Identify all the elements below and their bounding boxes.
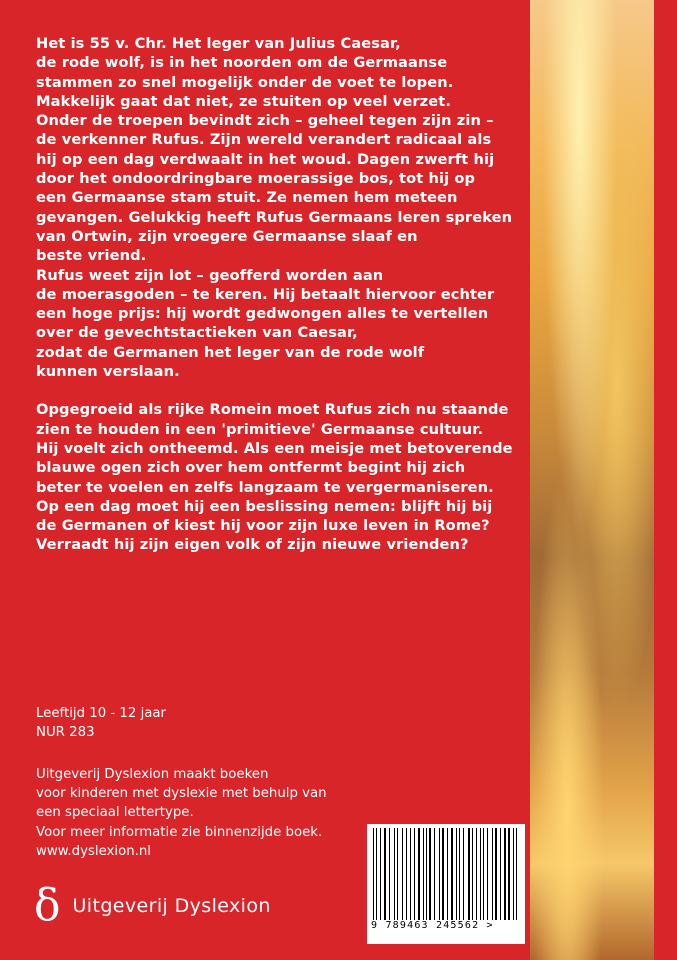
barcode-bar [459,828,461,920]
barcode-bar [451,828,453,920]
barcode-bars [373,828,519,920]
barcode-bar [472,828,473,920]
barcode-bar [418,828,420,920]
barcode-bar [408,828,410,920]
barcode-bar [504,828,506,920]
barcode-bar [468,828,470,920]
barcode-bar [376,828,377,920]
publisher-name: Uitgeverij Dyslexion [72,895,271,917]
barcode-bar [436,828,438,920]
publisher-logo [34,876,271,936]
barcode-bar [402,828,404,920]
barcode-bar [448,828,450,920]
barcode-bar [442,828,444,920]
barcode-bar [414,828,416,920]
barcode-bar [492,828,493,920]
barcode-bar [432,828,434,920]
barcode-bar [498,828,500,920]
barcode-bar [439,828,440,920]
book-meta [36,704,366,742]
barcode-bar [489,828,491,920]
red-spine-edge [654,0,677,960]
barcode-bar [406,828,407,920]
barcode-bar [474,828,476,920]
barcode-bar [389,828,391,920]
blurb-text [36,34,526,555]
barcode-bar [485,828,487,920]
publisher-info [36,765,366,861]
age-range: Leeftijd 10 - 12 jaar [36,706,167,721]
barcode-digits: 9 789463 245562 > [371,920,494,931]
barcode-bar [384,828,386,920]
barcode-bar [434,828,435,920]
barcode-bar [483,828,484,920]
barcode-bar [480,828,481,920]
barcode-bar [500,828,501,920]
barcode-bar [380,828,381,920]
barcode-bar [394,828,395,920]
barcode-bar [465,828,467,920]
barcode-bar [373,828,374,920]
barcode-bar [513,828,514,920]
blurb-paragraph-2: Opgegroeid als rijke Romein moet Rufus zich nu staande zien te houden in een 'primitieve' Germaanse cultuur. Hij voelt zich ontheemd. Als een meisje met betoverende blauwe ogen zich over hem ontfermt begint hij zich beter te voelen en zelfs langzaam te vergermaniseren. Op een dag moet hij een beslissing nemen: blijft hij bij de Germanen of kiest hij voor zijn luxe leven in Rome? Verraadt hij zijn eigen volk of zijn nieuwe vrienden? [36,401,513,554]
publisher-website: www.dyslexion.nl [36,843,151,859]
barcode-bar [399,828,401,920]
cover-photo-strip [530,0,654,960]
barcode-bar [456,828,457,920]
barcode-bar [516,828,517,920]
barcode-bar [426,828,427,920]
barcode-bar [463,828,464,920]
barcode-bar [487,828,488,920]
publisher-description: Uitgeverij Dyslexion maakt boeken voor kinderen met dyslexie met behulp van een speciaal lettertype. [36,767,327,821]
barcode-bar [508,828,510,920]
barcode-bar [410,828,411,920]
barcode-bar [495,828,497,920]
barcode-bar [429,828,431,920]
barcode-bar [391,828,393,920]
barcode-bar [378,828,380,920]
blurb-paragraph-1: Het is 55 v. Chr. Het leger van Julius Caesar, de rode wolf, is in het noorden om de Germaanse stammen zo snel mogelijk onder de voet te lopen. Makkelijk gaat dat niet, ze stuiten op veel verzet. Onder de troepen bevindt zich – geheel tegen zijn zin – de verkenner Rufus. Zijn wereld verandert radicaal als hij op een dag verdwaalt in het woud. Dagen zwerft hij door het ondoordringbare moerassige bos, tot hij op een Germaanse stam stuit. Ze nemen hem meteen gevangen. Gelukkig heeft Rufus Germaans leren spreken van Ortwin, zijn vroegere Germaanse slaaf en beste vriend. Rufus weet zijn lot – geofferd worden aan de moerasgoden – te keren. Hij betaalt hiervoor echter een hoge prijs: hij wordt gedwongen alles te vertellen over de gevechtstactieken van Caesar, zodat de Germanen het leger van de rode wolf kunnen verslaan. [36,35,513,381]
delta-logo-icon: δ [34,880,61,931]
barcode-bar [476,828,477,920]
barcode-bar [397,828,398,920]
barcode-bar [518,828,519,920]
barcode-bar [447,828,448,920]
isbn-barcode [367,824,525,944]
barcode-bar [423,828,424,920]
nur-code: NUR 283 [36,725,95,741]
more-info-note: Voor meer informatie zie binnenzijde boek. [36,824,323,840]
